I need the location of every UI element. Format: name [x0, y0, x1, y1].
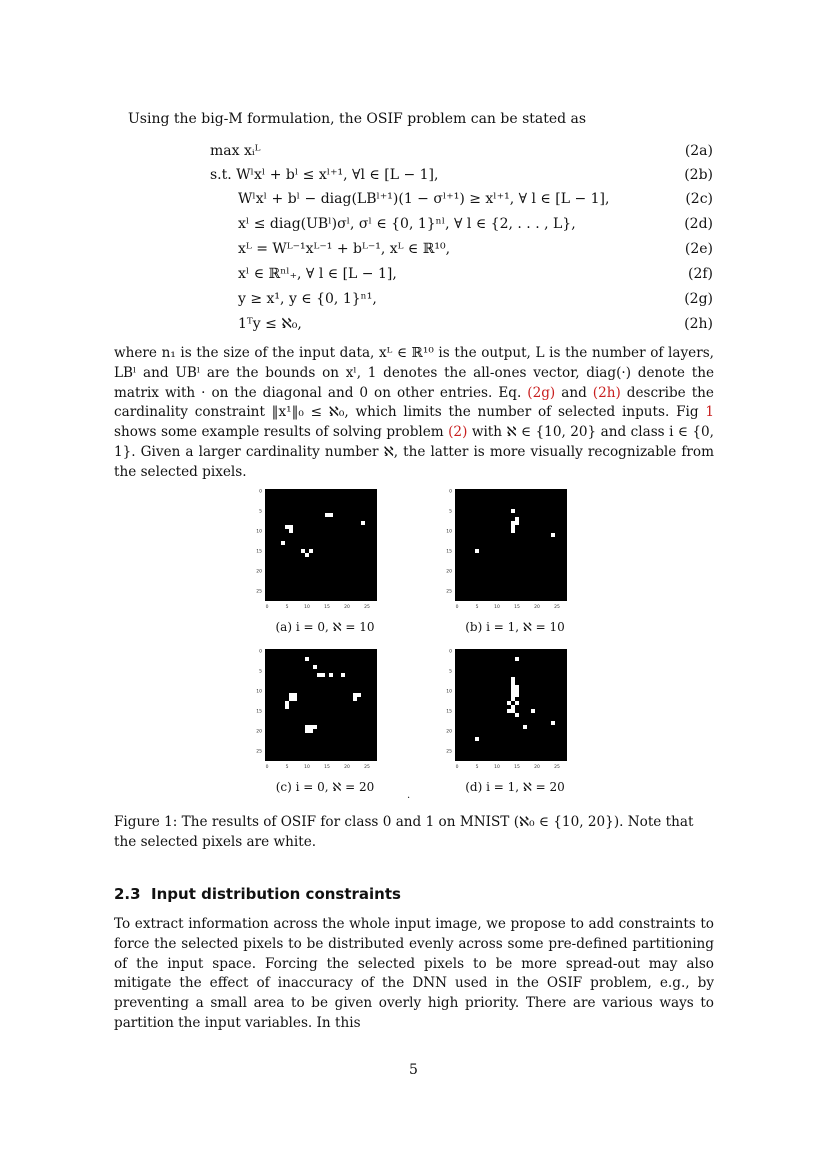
x-tick-label: 25 [554, 765, 560, 770]
selected-pixel [361, 521, 365, 525]
selected-pixel [551, 721, 555, 725]
x-tick-label: 20 [534, 605, 540, 610]
y-tick-label: 5 [449, 669, 452, 675]
intro-sentence: Using the big-M formulation, the OSIF problem can be stated as [128, 111, 587, 127]
image-background [265, 649, 377, 761]
selected-pixel [305, 553, 309, 557]
selected-pixel [515, 521, 519, 525]
ref-eq2-link[interactable]: (2) [448, 424, 468, 441]
selected-pixel [293, 697, 297, 701]
y-tick-label: 10 [446, 529, 452, 535]
selected-pixel [329, 513, 333, 517]
selected-pixel [511, 677, 515, 681]
selected-pixel [507, 701, 511, 705]
y-tick-label: 25 [446, 589, 452, 595]
selected-pixel [285, 701, 289, 705]
y-tick-label: 5 [259, 509, 262, 515]
y-tick-label: 15 [256, 549, 262, 555]
selected-pixel [289, 697, 293, 701]
equation-expression: s.t. Wˡxˡ + bˡ ≤ xˡ⁺¹, ∀l ∈ [L − 1], [210, 167, 439, 183]
selected-pixel [515, 685, 519, 689]
y-tick-label: 20 [446, 569, 452, 575]
stray-dot: . [407, 790, 411, 801]
selected-pixel [289, 693, 293, 697]
selected-pixel [515, 689, 519, 693]
selected-pixel [309, 549, 313, 553]
selected-pixel [515, 701, 519, 705]
subcaption-d: (d) i = 1, ℵ = 20 [465, 780, 565, 794]
x-tick-label: 10 [494, 765, 500, 770]
equation-row [210, 216, 713, 240]
equation-tag: (2h) [684, 316, 713, 332]
selected-pixel [523, 725, 527, 729]
equation-expression: xˡ ∈ ℝⁿˡ₊, ∀ l ∈ [L − 1], [238, 266, 397, 282]
selected-pixel [511, 509, 515, 513]
x-tick-label: 25 [364, 605, 370, 610]
x-tick-label: 20 [534, 765, 540, 770]
y-tick-label: 15 [446, 709, 452, 715]
y-tick-label: 0 [259, 649, 262, 655]
y-tick-label: 15 [446, 549, 452, 555]
selected-pixel [511, 689, 515, 693]
selected-pixel [511, 685, 515, 689]
x-tick-label: 5 [285, 605, 289, 610]
selected-pixel [329, 673, 333, 677]
x-tick-label: 20 [344, 765, 350, 770]
y-tick-label: 10 [446, 689, 452, 695]
y-tick-label: 0 [259, 489, 262, 495]
selected-pixel [313, 725, 317, 729]
paragraph-2: To extract information across the whole input image, we propose to add constraints to force the selected pixels to be distributed evenly across some pre-defined partitioning of the input space. Forcing the selected pixels to be more spread-out may also mitigate the effect of inaccuracy of the DNN used in the OSIF problem, e.g., by preventing a small area to be given overly high priority. There are various ways to partition the input variables. In this [114, 916, 714, 1031]
equation-expression: xᴸ = Wᴸ⁻¹xᴸ⁻¹ + bᴸ⁻¹, xᴸ ∈ ℝ¹⁰, [238, 241, 451, 257]
equation-expression: Wˡxˡ + bˡ − diag(LBˡ⁺¹)(1 − σˡ⁺¹) ≥ xˡ⁺¹, ∀ l ∈ [L − 1], [238, 191, 610, 207]
selected-pixel [511, 529, 515, 533]
x-tick-label: 15 [514, 765, 520, 770]
selected-pixel [313, 665, 317, 669]
y-tick-label: 0 [449, 649, 452, 655]
selected-pixel [551, 533, 555, 537]
selected-pixel [511, 705, 515, 709]
selected-pixel [511, 693, 515, 697]
selected-pixel [285, 525, 289, 529]
selected-pixel [475, 737, 479, 741]
selected-pixel [515, 693, 519, 697]
x-tick-label: 5 [285, 765, 289, 770]
selected-pixel [511, 709, 515, 713]
y-tick-label: 25 [446, 749, 452, 755]
y-tick-label: 25 [256, 589, 262, 595]
equation-expression: xˡ ≤ diag(UBˡ)σˡ, σˡ ∈ {0, 1}ⁿˡ, ∀ l ∈ {2, . . . , L}, [238, 216, 576, 232]
equation-row [210, 167, 713, 191]
selected-pixel [305, 729, 309, 733]
selected-pixel [309, 725, 313, 729]
x-tick-label: 0 [455, 765, 459, 770]
figure-caption: Figure 1: The results of OSIF for class 0 and 1 on MNIST (ℵ₀ ∈ {10, 20}). Note that the selected pixels are white. [114, 814, 694, 850]
equation-expression: 1ᵀy ≤ ℵ₀, [238, 316, 302, 332]
equation-row [210, 241, 713, 265]
y-tick-label: 20 [446, 729, 452, 735]
equation-row [210, 143, 713, 167]
selected-pixel [511, 681, 515, 685]
subcaption-a: (a) i = 0, ℵ = 10 [275, 620, 375, 634]
equation-row [210, 291, 713, 315]
figure-panel-c [255, 646, 385, 780]
selected-pixel [325, 513, 329, 517]
x-tick-label: 5 [475, 765, 479, 770]
x-tick-label: 5 [475, 605, 479, 610]
equation-tag: (2c) [685, 191, 713, 207]
selected-pixel [515, 517, 519, 521]
figure-panel-b [445, 486, 575, 620]
selected-pixel [305, 657, 309, 661]
paragraph-1: where n₁ is the size of the input data, xᴸ ∈ ℝ¹⁰ is the output, L is the number of layers, LBˡ and UBˡ are the bounds on xˡ, 1 denotes the all-ones vector, diag(·) denote the matrix with · on the diagonal and 0 on other entries. Eq. (2g) and (2h) describe the cardinality constraint ‖x¹‖₀ ≤ ℵ₀, which limits the number of selected inputs. Fig 1 shows some example results of solving problem (2) with ℵ ∈ {10, 20} and class i ∈ {0, 1}. Given a larger cardinality number ℵ, the latter is more visually recognizable from the selected pixels. [114, 345, 714, 480]
ref-2h-link[interactable]: (2h) [592, 384, 621, 401]
x-tick-label: 15 [514, 605, 520, 610]
x-tick-label: 10 [304, 605, 310, 610]
equation-tag: (2g) [684, 291, 713, 307]
equation-expression: max xᵢᴸ [210, 143, 261, 159]
figure-panel-a [255, 486, 385, 620]
selected-pixel [285, 705, 289, 709]
y-tick-label: 5 [449, 509, 452, 515]
selected-pixel [475, 549, 479, 553]
y-tick-label: 20 [256, 569, 262, 575]
selected-pixel [289, 529, 293, 533]
equation-tag: (2d) [684, 216, 713, 232]
x-tick-label: 20 [344, 605, 350, 610]
selected-pixel [293, 693, 297, 697]
x-tick-label: 10 [304, 765, 310, 770]
selected-pixel [353, 697, 357, 701]
selected-pixel [515, 657, 519, 661]
y-tick-label: 0 [449, 489, 452, 495]
equation-tag: (2f) [687, 266, 713, 282]
y-tick-label: 20 [256, 729, 262, 735]
selected-pixel [301, 549, 305, 553]
selected-pixel [511, 697, 515, 701]
selected-pixel [357, 693, 361, 697]
selected-pixel [531, 709, 535, 713]
selected-pixel [281, 541, 285, 545]
selected-pixel [305, 725, 309, 729]
x-tick-label: 10 [494, 605, 500, 610]
equation-row [210, 191, 713, 215]
x-tick-label: 0 [455, 605, 459, 610]
subcaption-c: (c) i = 0, ℵ = 20 [275, 780, 375, 794]
x-tick-label: 15 [324, 605, 330, 610]
selected-pixel [515, 713, 519, 717]
selected-pixel [317, 673, 321, 677]
y-tick-label: 10 [256, 529, 262, 535]
figure-panel-d [445, 646, 575, 780]
equation-expression: y ≥ x¹, y ∈ {0, 1}ⁿ¹, [238, 291, 377, 307]
x-tick-label: 25 [554, 605, 560, 610]
y-tick-label: 15 [256, 709, 262, 715]
equation-tag: (2a) [684, 143, 713, 159]
selected-pixel [507, 709, 511, 713]
x-tick-label: 0 [265, 765, 269, 770]
x-tick-label: 25 [364, 765, 370, 770]
equation-tag: (2e) [684, 241, 713, 257]
y-tick-label: 5 [259, 669, 262, 675]
selected-pixel [511, 525, 515, 529]
section-heading: 2.3 Input distribution constraints [114, 885, 401, 903]
ref-fig1-link[interactable]: 1 [705, 404, 714, 421]
equation-row [210, 316, 713, 340]
y-tick-label: 10 [256, 689, 262, 695]
ref-2g-link[interactable]: (2g) [527, 384, 556, 401]
selected-pixel [309, 729, 313, 733]
selected-pixel [321, 673, 325, 677]
x-tick-label: 0 [265, 605, 269, 610]
equation-tag: (2b) [684, 167, 713, 183]
subcaption-b: (b) i = 1, ℵ = 10 [465, 620, 565, 634]
selected-pixel [511, 521, 515, 525]
selected-pixel [289, 525, 293, 529]
y-tick-label: 25 [256, 749, 262, 755]
selected-pixel [353, 693, 357, 697]
selected-pixel [341, 673, 345, 677]
image-background [455, 489, 567, 601]
equation-row [210, 266, 713, 290]
x-tick-label: 15 [324, 765, 330, 770]
page-number: 5 [409, 1062, 418, 1078]
